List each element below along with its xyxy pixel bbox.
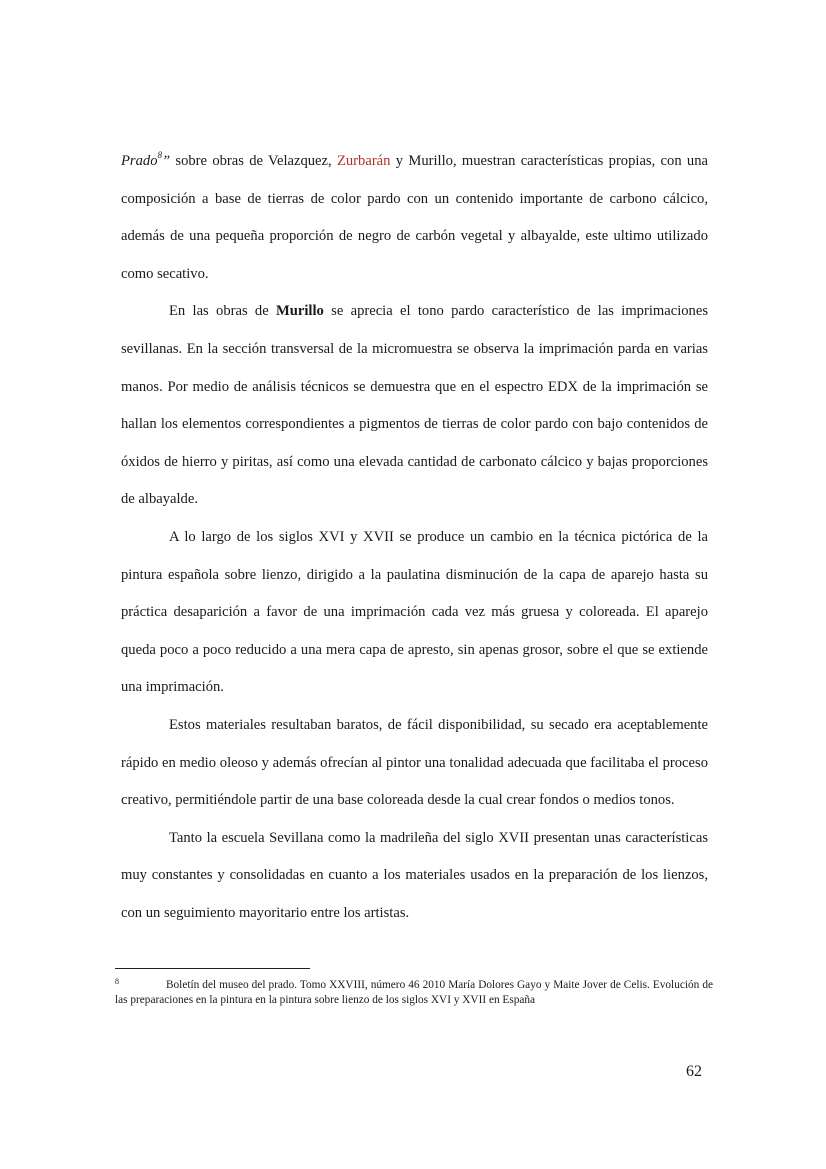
footnote-separator — [115, 968, 310, 969]
closing-quote: ” — [161, 153, 171, 169]
footnote-ref[interactable]: 8 — [157, 150, 162, 160]
paragraph-5: Tanto la escuela Sevillana como la madrileña del siglo XVII presentan unas características muy constantes y consolidadas en cuanto a los materiales usados en la preparación de los lienzos, con un seguimiento mayoritario entre los artistas. — [121, 829, 708, 921]
paragraph-2-text-b: se aprecia el tono pardo característico de las imprimaciones sevillanas. En la sección transversal de la micromuestra se observa la imprimación parda en varias manos. Por medio de análisis técnicos se demuestra que en el espectro EDX de la imprimación se hallan los elementos correspondientes a pigmentos de tierras de color pardo con bajo contenidos de óxidos de hierro y piritas, así como una elevada cantidad de carbonato cálcico y bajas proporciones de albayalde. — [121, 303, 708, 508]
page-number: 62 — [686, 1063, 702, 1080]
highlighted-word: Zurbarán — [336, 153, 391, 169]
paragraph-2-text-a: En las obras de — [169, 303, 276, 320]
paragraph-3: A lo largo de los siglos XVI y XVII se produce un cambio en la técnica pictórica de la pintura española sobre lienzo, dirigido a la paulatina disminución de la capa de aparejo hasta su práctica desaparición a favor de una imprimación cada vez más gruesa y coloreada. El aparejo queda poco a poco reducido a una mera capa de apresto, sin apenas grosor, sobre el que se extiende una imprimación. — [121, 528, 708, 696]
paragraph-1-text-a: sobre obras de Velazquez, — [170, 153, 337, 169]
body-text — [121, 137, 708, 932]
prado-title: Prado — [121, 153, 158, 169]
footnote — [115, 974, 713, 1008]
paragraph-1-text-b: y Murillo, muestran características propias, con una composición a base de tierras de color pardo con un contenido importante de carbono cálcico, además de una pequeña proporción de negro de carbón vegetal y albayalde, este ultimo utilizado como secativo. — [121, 153, 709, 282]
murillo-bold: Murillo — [276, 303, 324, 320]
footnote-text: Boletín del museo del prado. Tomo XXVIII, número 46 2010 María Dolores Gayo y Maite Jover de Celis. Evolución de las preparaciones en la pintura en la pintura sobre lienzo de los siglos XVI y XVII en España — [115, 979, 713, 1006]
paragraph-1 — [121, 137, 708, 293]
paragraph-4: Estos materiales resultaban baratos, de fácil disponibilidad, su secado era aceptablemente rápido en medio oleoso y además ofrecían al pintor una tonalidad adecuada que facilitaba el proceso creativo, permitiéndole partir de una base coloreada desde la cual crear fondos o medios tonos. — [121, 716, 708, 809]
paragraph-2 — [121, 293, 708, 519]
footnote-number: 8 — [115, 977, 119, 986]
